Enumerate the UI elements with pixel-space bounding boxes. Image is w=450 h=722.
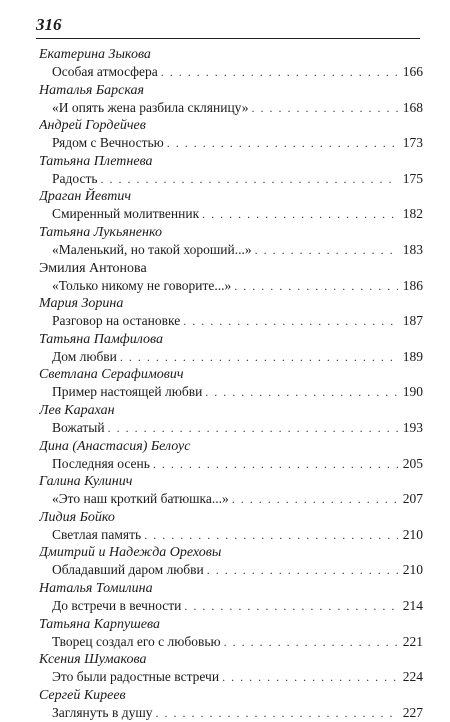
toc-entry xyxy=(39,295,423,331)
toc-title: «Это наш кроткий батюшка...» xyxy=(52,491,229,507)
dot-leader xyxy=(207,561,398,579)
toc-page-number: 221 xyxy=(402,633,423,649)
toc-title: «И опять жена разбила скляницу» xyxy=(52,99,249,115)
toc-author: Наталья Томилина xyxy=(39,580,153,596)
toc-author: Татьяна Памфилова xyxy=(39,331,163,347)
toc-title-row xyxy=(39,99,423,117)
toc-entry xyxy=(39,616,423,652)
toc-title: Дом любви xyxy=(52,348,117,364)
dot-leader xyxy=(167,134,398,152)
toc-title-row xyxy=(39,170,423,188)
toc-entry xyxy=(39,402,423,438)
toc-page-number: 183 xyxy=(402,241,423,257)
toc-entry xyxy=(39,544,423,580)
dot-leader xyxy=(161,63,398,81)
toc-page-number: 182 xyxy=(402,206,423,222)
toc-entry xyxy=(39,260,423,296)
toc-author: Наталья Барская xyxy=(39,82,145,98)
toc-entry xyxy=(39,473,423,509)
toc-title-row xyxy=(39,455,423,473)
toc-entry xyxy=(39,438,423,474)
toc-title: Смиренный молитвенник xyxy=(52,206,200,222)
toc-title-row xyxy=(39,134,423,152)
toc-title: Особая атмосфера xyxy=(52,64,158,79)
toc-entry xyxy=(39,331,423,367)
toc-title: Пример настоящей любви xyxy=(52,384,203,400)
toc-page-number: 227 xyxy=(402,704,423,720)
toc-title: Последняя осень xyxy=(52,455,150,471)
toc-title: «Только никому не говорите...» xyxy=(52,277,232,293)
toc-page-number: 168 xyxy=(402,99,423,115)
toc-author: Дмитрий и Надежда Ореховы xyxy=(39,545,222,561)
toc-page-number: 214 xyxy=(402,597,423,613)
dot-leader xyxy=(155,704,398,722)
toc-page-number: 205 xyxy=(402,455,423,471)
toc-title: Заглянуть в душу xyxy=(52,704,153,720)
toc-title-row xyxy=(39,63,423,81)
dot-leader xyxy=(222,668,398,686)
dot-leader xyxy=(101,170,398,188)
toc-title-row xyxy=(39,383,423,401)
toc-page-number: 207 xyxy=(402,491,423,507)
toc-entry xyxy=(39,366,423,402)
toc-author: Мария Зорина xyxy=(39,296,124,312)
dot-leader xyxy=(108,419,398,437)
toc-title: Светлая память xyxy=(52,526,142,542)
toc-title-row xyxy=(39,561,423,579)
dot-leader xyxy=(252,99,398,117)
toc-page-number: 186 xyxy=(402,277,423,293)
toc-author: Лидия Бойко xyxy=(39,509,115,525)
toc-entry xyxy=(39,153,423,189)
dot-leader xyxy=(234,277,398,295)
toc-author: Светлана Серафимович xyxy=(39,367,184,383)
toc-author: Дина (Анастасия) Белоус xyxy=(39,438,191,454)
toc-entry xyxy=(39,687,423,722)
toc-author: Екатерина Зыкова xyxy=(39,47,151,62)
toc-author: Татьяна Плетнева xyxy=(39,153,153,169)
toc-title-row xyxy=(39,205,423,223)
toc-author: Сергей Киреев xyxy=(39,687,126,703)
toc-title: Вожатый xyxy=(52,419,105,435)
toc-title-row xyxy=(39,526,423,544)
dot-leader xyxy=(205,383,398,401)
dot-leader xyxy=(224,633,398,651)
toc-page-number: 193 xyxy=(402,419,423,435)
toc-entry xyxy=(39,651,423,687)
toc-page-number: 189 xyxy=(402,348,423,364)
toc-entry xyxy=(39,82,423,118)
toc-page-number: 224 xyxy=(402,669,423,685)
toc-page-number: 175 xyxy=(402,170,423,186)
dot-leader xyxy=(202,205,398,223)
toc-title: Это были радостные встречи xyxy=(52,669,220,685)
toc-title: Разговор на остановке xyxy=(52,313,181,329)
dot-leader xyxy=(120,348,398,366)
toc-title: Обладавший даром любви xyxy=(52,562,204,578)
dot-leader xyxy=(144,526,398,544)
toc-title: Рядом с Вечностью xyxy=(52,135,164,151)
toc-title-row xyxy=(39,312,423,330)
toc-author: Ксения Шумакова xyxy=(39,652,147,668)
dot-leader xyxy=(153,455,398,473)
toc-author: Эмилия Антонова xyxy=(39,260,147,276)
toc-page-number: 210 xyxy=(402,526,423,542)
toc-title: До встречи в вечности xyxy=(52,597,182,613)
toc-title-row xyxy=(39,633,423,651)
toc-entry xyxy=(39,46,423,82)
toc-author: Лев Карахан xyxy=(39,402,115,418)
toc-page-number: 187 xyxy=(402,313,423,329)
toc-title-row xyxy=(39,348,423,366)
toc-entry xyxy=(39,188,423,224)
toc-title-row xyxy=(39,419,423,437)
toc-title-row xyxy=(39,277,423,295)
toc-title-row xyxy=(39,490,423,508)
toc-title: Творец создал его с любовью xyxy=(52,633,221,649)
table-of-contents xyxy=(39,46,423,722)
toc-title-row xyxy=(39,597,423,615)
toc-page-number: 210 xyxy=(402,562,423,578)
toc-entry xyxy=(39,509,423,545)
toc-entry xyxy=(39,580,423,616)
toc-title: Радость xyxy=(52,170,98,186)
toc-author: Галина Кулинич xyxy=(39,474,133,490)
dot-leader xyxy=(183,312,398,330)
page-number: 316 xyxy=(36,15,62,34)
toc-page-number: 190 xyxy=(402,384,423,400)
dot-leader xyxy=(232,490,398,508)
dot-leader xyxy=(255,241,398,259)
toc-page-number: 173 xyxy=(402,135,423,151)
page-header xyxy=(36,14,420,39)
toc-author: Татьяна Лукьяненко xyxy=(39,224,162,240)
dot-leader xyxy=(184,597,398,615)
toc-title-row xyxy=(39,241,423,259)
toc-entry xyxy=(39,224,423,260)
toc-page-number: 166 xyxy=(402,64,423,79)
toc-title-row xyxy=(39,704,423,722)
toc-entry xyxy=(39,117,423,153)
toc-author: Татьяна Карпушева xyxy=(39,616,160,632)
toc-author: Драган Йевтич xyxy=(39,189,132,205)
toc-author: Андрей Гордейчев xyxy=(39,118,146,134)
toc-title-row xyxy=(39,668,423,686)
toc-title: «Маленький, но такой хороший...» xyxy=(52,241,252,257)
